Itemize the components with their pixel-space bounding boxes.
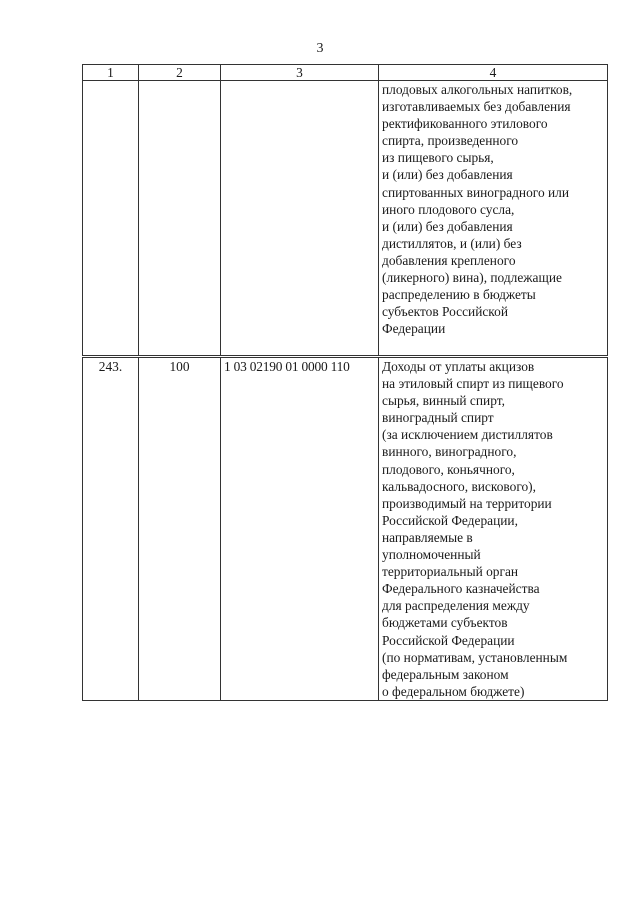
description-line: спирта, произведенного [382,133,519,149]
column-header-4: 4 [379,65,608,81]
budget-code-cell [221,81,379,357]
budget-code-cell: 1 03 02190 01 0000 110 [221,357,379,701]
description-line: для распределения между [382,598,530,614]
column-header-1: 1 [83,65,139,81]
description-line: иного плодового сусла, [382,201,515,217]
description-line: распределению в бюджеты [382,287,536,303]
description-line: производимый на территории [382,495,552,511]
description-cell [379,357,608,701]
admin-code-cell [139,81,221,357]
table-row [83,81,608,357]
description-line: Федерального казначейства [382,581,540,597]
row-number-cell: 243. [83,357,139,701]
description-line: Российской Федерации [382,632,515,648]
description-line: (ликерного) вина), подлежащие [382,270,562,286]
description-line: на этиловый спирт из пищевого [382,376,564,392]
column-header-2: 2 [139,65,221,81]
description-line: Федерации [382,321,446,337]
page-number: 3 [316,41,324,56]
description-line: субъектов Российской [382,304,508,320]
description-line: добавления крепленого [382,252,516,268]
description-line: (по нормативам, установленным [382,649,568,665]
description-line: кальвадосного, вискового), [382,478,536,494]
description-line: направляемые в [382,529,473,545]
description-line: спиртованных виноградного или [382,184,569,200]
description-line: винного, виноградного, [382,444,517,460]
description-line: из пищевого сырья, [382,150,494,166]
description-line: бюджетами субъектов [382,615,508,631]
table-row [83,357,608,701]
admin-code-cell: 100 [139,357,221,701]
description-line: и (или) без добавления [382,218,513,234]
description-line: уполномоченный [382,547,481,563]
column-header-3: 3 [221,65,379,81]
description-line: Российской Федерации, [382,512,518,528]
description-line: (за исключением дистиллятов [382,427,553,443]
description-line: о федеральном бюджете) [382,683,525,699]
description-line: ректификованного этилового [382,116,548,132]
table-header-row [83,65,608,81]
row-number-cell [83,81,139,357]
description-line: и (или) без добавления [382,167,513,183]
description-line: виноградный спирт [382,410,494,426]
description-line: сырья, винный спирт, [382,393,505,409]
description-line: дистиллятов, и (или) без [382,235,522,251]
description-line: территориальный орган [382,564,519,580]
description-line: плодовых алкогольных напитков, [382,82,573,97]
description-cell [379,81,608,357]
description-line: плодового, коньячного, [382,461,515,477]
document-table [82,64,608,701]
description-line: федеральным законом [382,666,509,682]
description-line: Доходы от уплаты акцизов [382,359,535,374]
description-line: изготавливаемых без добавления [382,99,571,115]
